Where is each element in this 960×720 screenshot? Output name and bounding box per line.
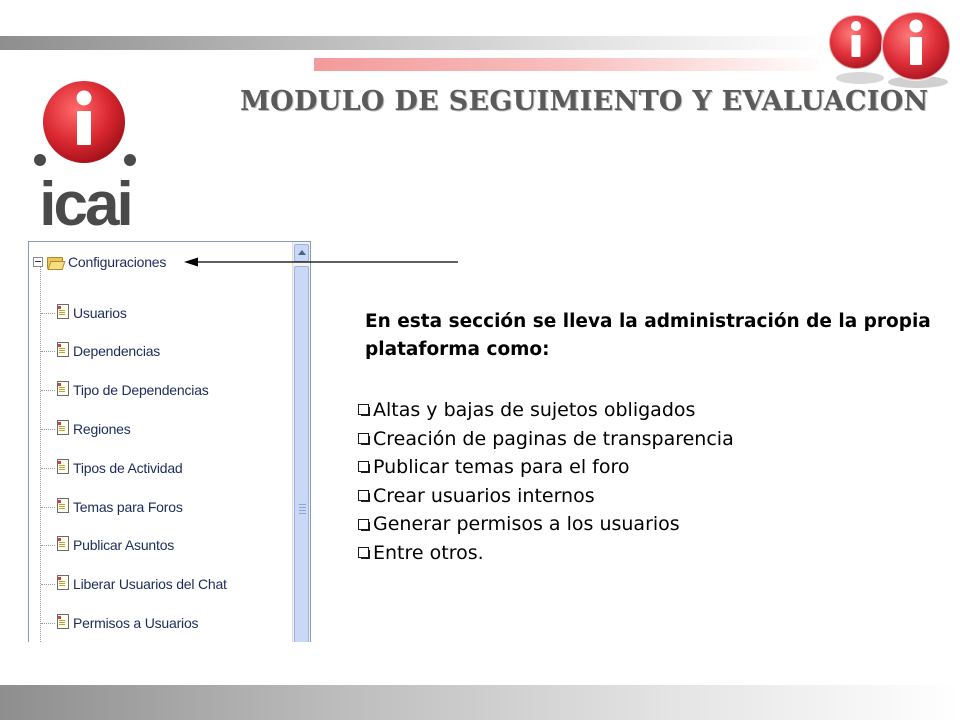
feature-bullet-text: Generar permisos a los usuarios bbox=[373, 513, 680, 536]
tree-item[interactable] bbox=[41, 534, 174, 556]
document-icon bbox=[57, 459, 68, 473]
tree-item-label: Temas para Foros bbox=[73, 499, 183, 515]
collapse-icon[interactable] bbox=[33, 257, 43, 267]
tree-item[interactable] bbox=[41, 496, 183, 518]
tree-item-label: Regiones bbox=[73, 421, 131, 437]
tree-scrollbar[interactable] bbox=[292, 242, 310, 642]
tree-item[interactable] bbox=[41, 302, 127, 324]
feature-bullet-text: Crear usuarios internos bbox=[373, 484, 595, 507]
feature-bullet bbox=[358, 482, 734, 511]
top-decorative-bar bbox=[0, 36, 830, 50]
document-icon bbox=[57, 304, 68, 318]
red-decorative-bar bbox=[314, 58, 830, 71]
feature-bullet bbox=[358, 425, 734, 454]
logo-text: icai bbox=[39, 170, 131, 232]
feature-bullet-text: Publicar temas para el foro bbox=[373, 456, 630, 479]
feature-bullet bbox=[358, 539, 734, 568]
tree-item-label: Tipos de Actividad bbox=[73, 460, 183, 476]
tree-branch-line bbox=[41, 351, 55, 352]
checkbox-bullet-icon bbox=[358, 519, 370, 531]
page-title: MODULO DE SEGUIMIENTO Y EVALUACION bbox=[240, 86, 929, 117]
tree-root-label: Configuraciones bbox=[68, 254, 167, 270]
pointer-arrow bbox=[182, 254, 462, 270]
tree-branch-line bbox=[41, 584, 55, 585]
tree-item-label: Usuarios bbox=[73, 305, 127, 321]
tree-branch-line bbox=[41, 507, 55, 508]
tree-item-label: Publicar Asuntos bbox=[73, 537, 175, 553]
tree-branch-line bbox=[41, 313, 55, 314]
document-icon bbox=[57, 614, 68, 628]
tree-item-label: Liberar Usuarios del Chat bbox=[73, 576, 227, 592]
tree-branch-line bbox=[41, 429, 55, 430]
tree-branch-line bbox=[41, 468, 55, 469]
checkbox-bullet-icon bbox=[358, 461, 370, 473]
tree-item-label: Dependencias bbox=[73, 343, 161, 359]
checkbox-bullet-icon bbox=[358, 404, 370, 416]
document-icon bbox=[57, 420, 68, 434]
checkbox-bullet-icon bbox=[358, 547, 370, 559]
feature-bullet-text: Entre otros. bbox=[373, 541, 484, 564]
tree-root-configuraciones[interactable] bbox=[33, 252, 166, 272]
feature-bullet-text: Creación de paginas de transparencia bbox=[373, 427, 734, 450]
icai-logo bbox=[26, 72, 144, 232]
document-icon bbox=[57, 342, 68, 356]
configuration-tree-panel[interactable] bbox=[28, 241, 311, 642]
tree-item-label: Permisos a Usuarios bbox=[73, 615, 199, 631]
tree-item-label: Tipo de Dependencias bbox=[73, 382, 209, 398]
document-icon bbox=[57, 498, 68, 512]
section-description: En esta sección se lleva la administración de la propia plataforma como: bbox=[365, 311, 931, 360]
tree-item[interactable] bbox=[41, 612, 198, 634]
document-icon bbox=[57, 381, 68, 395]
tree-item[interactable] bbox=[41, 573, 227, 595]
feature-bullet bbox=[358, 396, 734, 425]
tree-item[interactable] bbox=[41, 379, 209, 401]
tree-branch-line bbox=[41, 545, 55, 546]
tree-item[interactable] bbox=[41, 340, 160, 362]
document-icon bbox=[57, 536, 68, 550]
feature-bullet bbox=[358, 453, 734, 482]
open-folder-icon bbox=[47, 256, 63, 268]
tree-item[interactable] bbox=[41, 418, 131, 440]
tree-branch-line bbox=[41, 623, 55, 624]
feature-bullet-text: Altas y bajas de sujetos obligados bbox=[373, 399, 696, 421]
tree-item[interactable] bbox=[41, 457, 183, 479]
checkbox-bullet-icon bbox=[358, 433, 370, 445]
checkbox-bullet-icon bbox=[358, 490, 370, 502]
scroll-thumb[interactable] bbox=[294, 266, 309, 642]
features-list bbox=[358, 396, 734, 568]
info-logo-small bbox=[822, 6, 956, 88]
feature-bullet bbox=[358, 510, 734, 539]
document-icon bbox=[57, 575, 68, 589]
bottom-decorative-bar bbox=[0, 685, 960, 720]
tree-branch-line bbox=[41, 390, 55, 391]
